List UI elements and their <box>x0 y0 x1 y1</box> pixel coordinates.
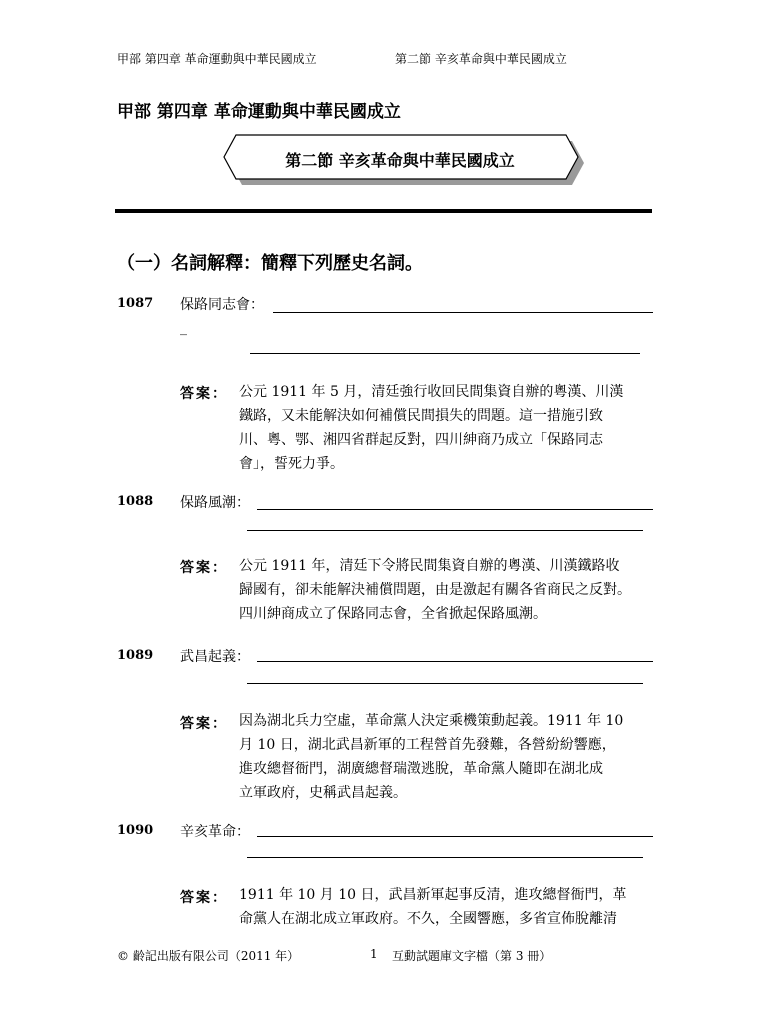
footer-product: 互動試題庫文字檔（第 3 冊） <box>392 949 552 963</box>
section-heading: （一）名詞解釋：簡釋下列歷史名詞。 <box>117 253 423 274</box>
answer-blank-line[interactable] <box>247 530 643 531</box>
stray-underscore: _ <box>180 320 187 336</box>
question-term: 辛亥革命： <box>180 824 250 840</box>
answer-text: 公元 1911 年，清廷下令將民間集資自辦的粵漢、川漢鐵路收 歸國有，卻未能解決補償問題，由是激起有關各省商民之反對。 四川紳商成立了保路同志會，全省掀起保路風潮。 <box>239 558 631 622</box>
question-number: 1087 <box>117 296 154 311</box>
section-banner-title: 第二節 辛亥革命與中華民國成立 <box>285 151 515 170</box>
answer-blank-line[interactable] <box>257 509 653 510</box>
running-header-right: 第二節 辛亥革命與中華民國成立 <box>395 52 567 66</box>
footer-page-number: 1 <box>370 947 378 961</box>
answer-blank-line[interactable] <box>257 661 653 662</box>
question-term: 武昌起義： <box>180 649 250 665</box>
answer-blank-line[interactable] <box>247 857 643 858</box>
footer-copyright: © 齡記出版有限公司（2011 年） <box>117 949 300 963</box>
question-number: 1089 <box>117 648 154 663</box>
answer-label: 答案： <box>180 890 228 906</box>
running-header-left: 甲部 第四章 革命運動與中華民國成立 <box>117 52 317 66</box>
question-term: 保路同志會： <box>180 297 264 313</box>
answer-label: 答案： <box>180 386 228 402</box>
answer-label: 答案： <box>180 560 228 576</box>
answer-text: 公元 1911 年 5 月，清廷強行收回民間集資自辦的粵漢、川漢 鐵路，又未能解決如何補償民間損失的問題。這一措施引致 川、粵、鄂、湘四省群起反對，四川紳商乃成立「保路同志 會」，誓死力爭。 <box>239 384 624 472</box>
answer-blank-line[interactable] <box>273 312 653 313</box>
question-term: 保路風潮： <box>180 495 250 511</box>
answer-text: 因為湖北兵力空虛，革命黨人決定乘機策動起義。1911 年 10 月 10 日，湖北武昌新軍的工程營首先發難，各營紛紛響應， 進攻總督衙門，湖廣總督瑞澂逃脫，革命黨人隨即在湖北成 立軍政府，史稱武昌起義。 <box>239 713 624 801</box>
chapter-title: 甲部 第四章 革命運動與中華民國成立 <box>117 102 401 122</box>
answer-label: 答案： <box>180 716 228 732</box>
answer-blank-line[interactable] <box>250 353 640 354</box>
answer-blank-line[interactable] <box>247 683 643 684</box>
answer-text: 1911 年 10 月 10 日，武昌新軍起事反清，進攻總督衙門，革 命黨人在湖北成立軍政府。不久，全國響應，多省宣佈脫離清 <box>239 887 627 927</box>
question-number: 1090 <box>117 823 154 838</box>
question-number: 1088 <box>117 494 154 509</box>
divider-rule <box>115 209 652 213</box>
answer-blank-line[interactable] <box>257 836 653 837</box>
